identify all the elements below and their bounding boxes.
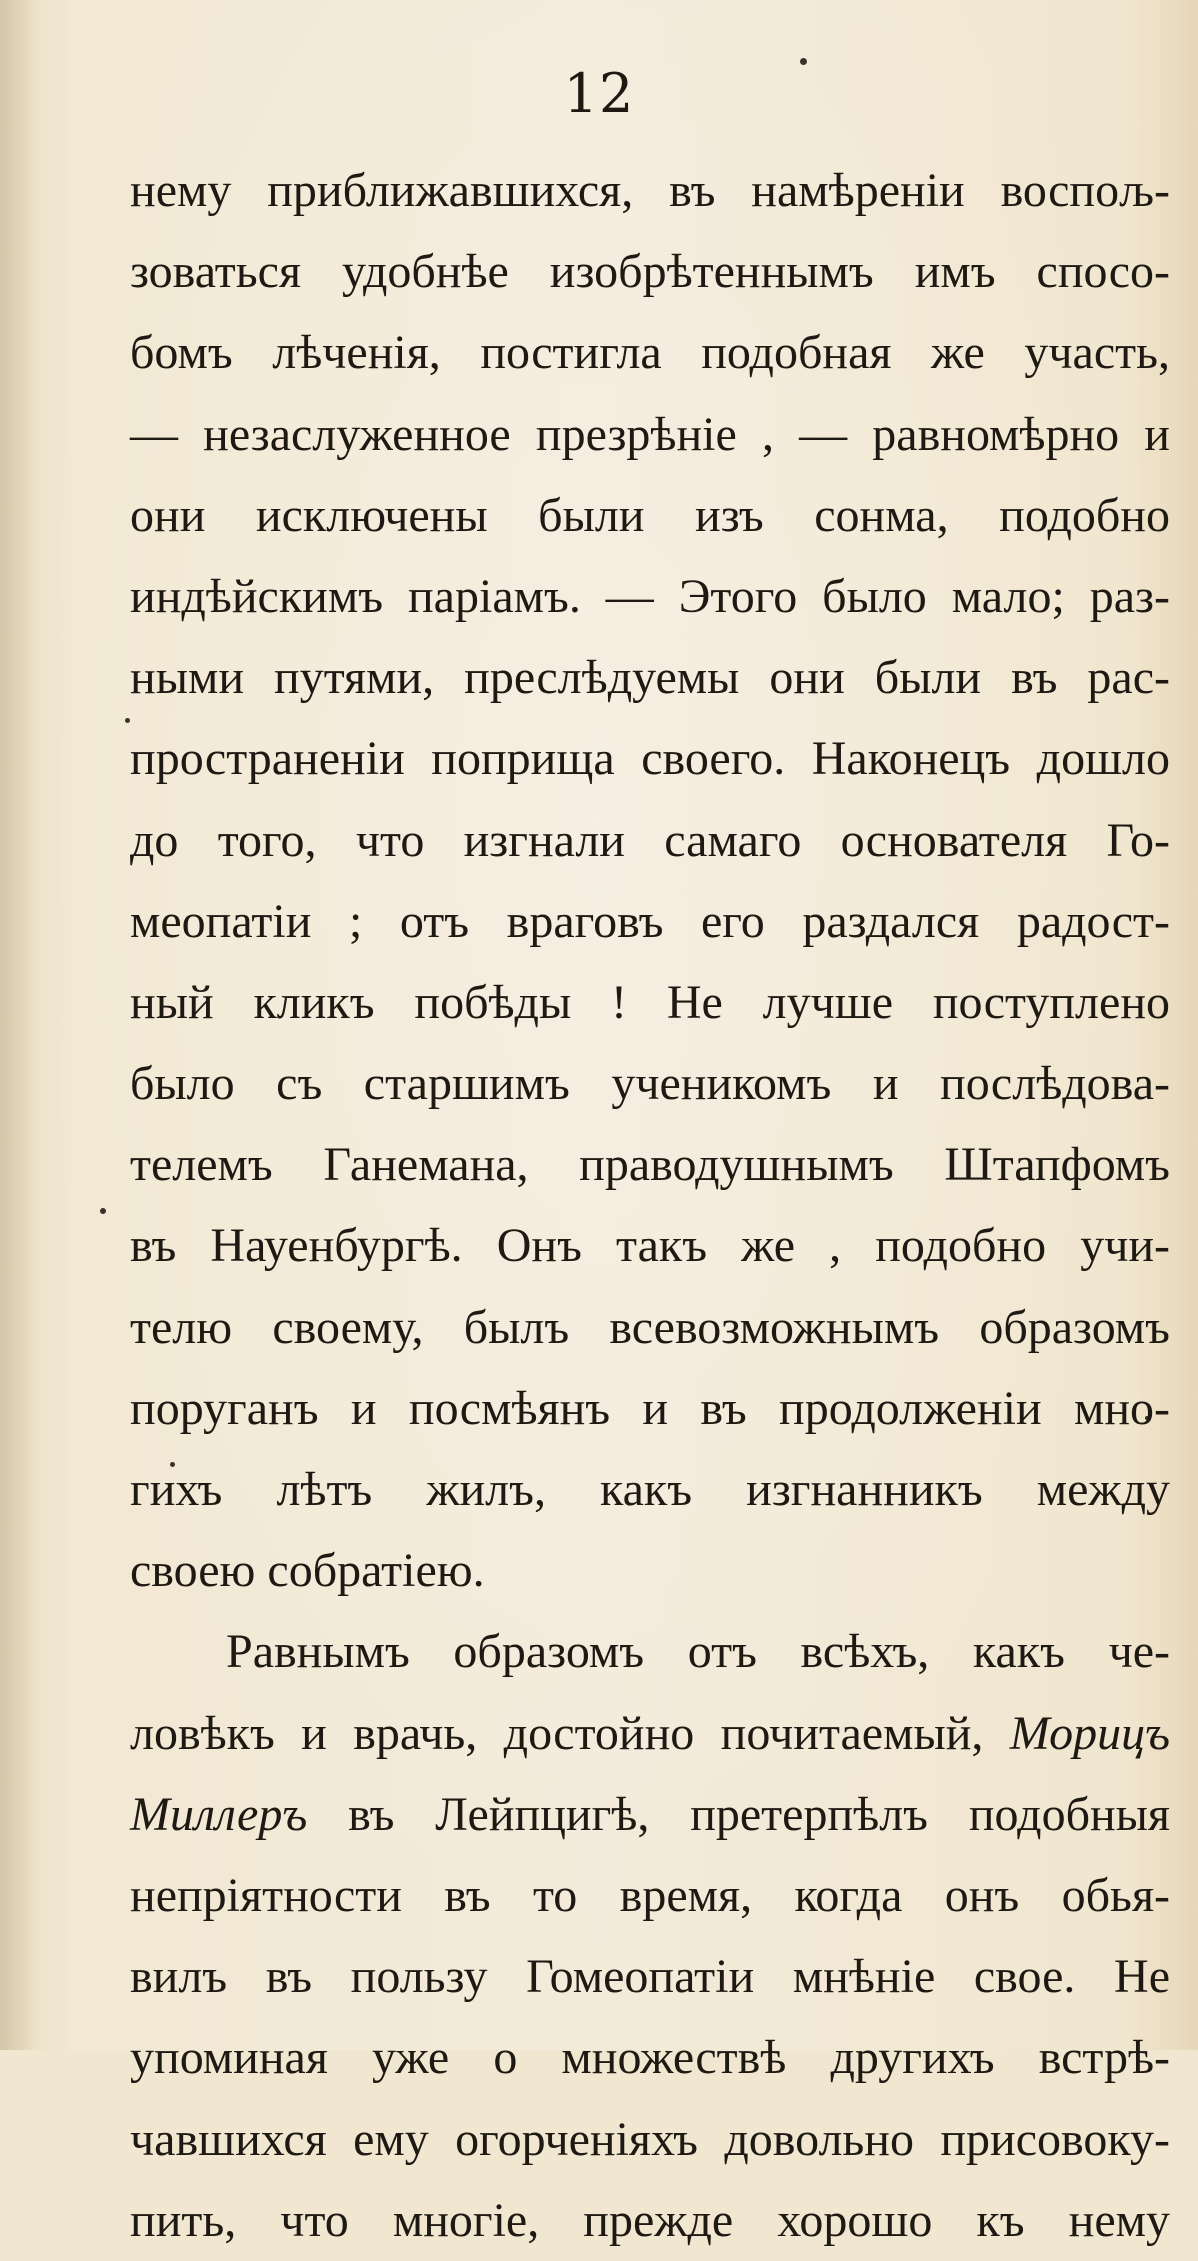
body-text: [130, 150, 1170, 2261]
text-line: Равнымъ образомъ отъ всѣхъ, какъ че-: [226, 1625, 1170, 1679]
text-line: они исключены были изъ сонма, подобно: [130, 488, 1170, 542]
text-line: [130, 1693, 1170, 1774]
text-line: было съ старшимъ ученикомъ и послѣдова-: [130, 1057, 1170, 1111]
text-fragment: ловѣкъ и врачь, достойно почитаемый,: [130, 1706, 984, 1760]
text-fragment: въ Лейпцигѣ, претерпѣлъ подобныя: [348, 1787, 1171, 1841]
text-line: меопатiи ; отъ враговъ его раздался радост-: [130, 894, 1170, 948]
text-line: своею собратiею.: [130, 1544, 485, 1598]
text-line: бомъ лѣченiя, постигла подобная же участь,: [130, 326, 1170, 380]
text-line: зоваться удобнѣе изобрѣтеннымъ имъ спосо-: [130, 245, 1170, 299]
text-line: до того, что изгнали самаго основателя Го-: [130, 813, 1170, 867]
text-line: нему приближавшихся, въ намѣренiи воспољ-: [130, 164, 1170, 217]
ink-speck: [100, 1208, 106, 1214]
text-line: чавшихся ему огорченiяхъ довольно присовоку-: [130, 2112, 1170, 2166]
text-line: телемъ Ганемана, праводушнымъ Штапфомъ: [130, 1138, 1170, 1192]
text-line: ный кликъ побѣды ! Не лучше поступлено: [130, 975, 1170, 1029]
text-line: упоминая уже о множествѣ другихъ встрѣ-: [130, 2031, 1170, 2085]
paragraph-2: [130, 1611, 1170, 2261]
text-line: гихъ лѣтъ жилъ, какъ изгнанникъ между: [130, 1463, 1170, 1516]
text-line: [130, 1774, 1170, 1855]
text-line: вилъ въ пользу Гомеопатiи мнѣнiе свое. Не: [130, 1950, 1170, 2004]
text-line: пить, что многiе, прежде хорошо къ нему: [130, 2193, 1170, 2247]
text-line: индѣйскимъ парiамъ. — Этого было мало; раз-: [130, 569, 1170, 623]
italic-name: Миллеръ: [130, 1787, 308, 1841]
text-line: телю своему, былъ всевозможнымъ образомъ: [130, 1300, 1170, 1354]
spine-shadow: [0, 0, 38, 2050]
page-number: 12: [563, 62, 635, 125]
paragraph-1: [130, 150, 1170, 1611]
text-line: — незаслуженное презрѣнiе , — равномѣрно и: [130, 407, 1170, 461]
text-line: непрiятности въ то время, когда онъ обья-: [130, 1868, 1170, 1922]
italic-name: Морицъ: [1009, 1706, 1170, 1760]
text-line: пространенiи поприща своего. Наконецъ дошло: [130, 732, 1170, 786]
text-line: поруганъ и посмѣянъ и въ продолженiи мно-: [130, 1381, 1170, 1435]
text-line: ными путями, преслѣдуемы они были въ рас-: [130, 651, 1170, 705]
text-line: въ Науенбургѣ. Онъ такъ же , подобно учи-: [130, 1219, 1170, 1273]
